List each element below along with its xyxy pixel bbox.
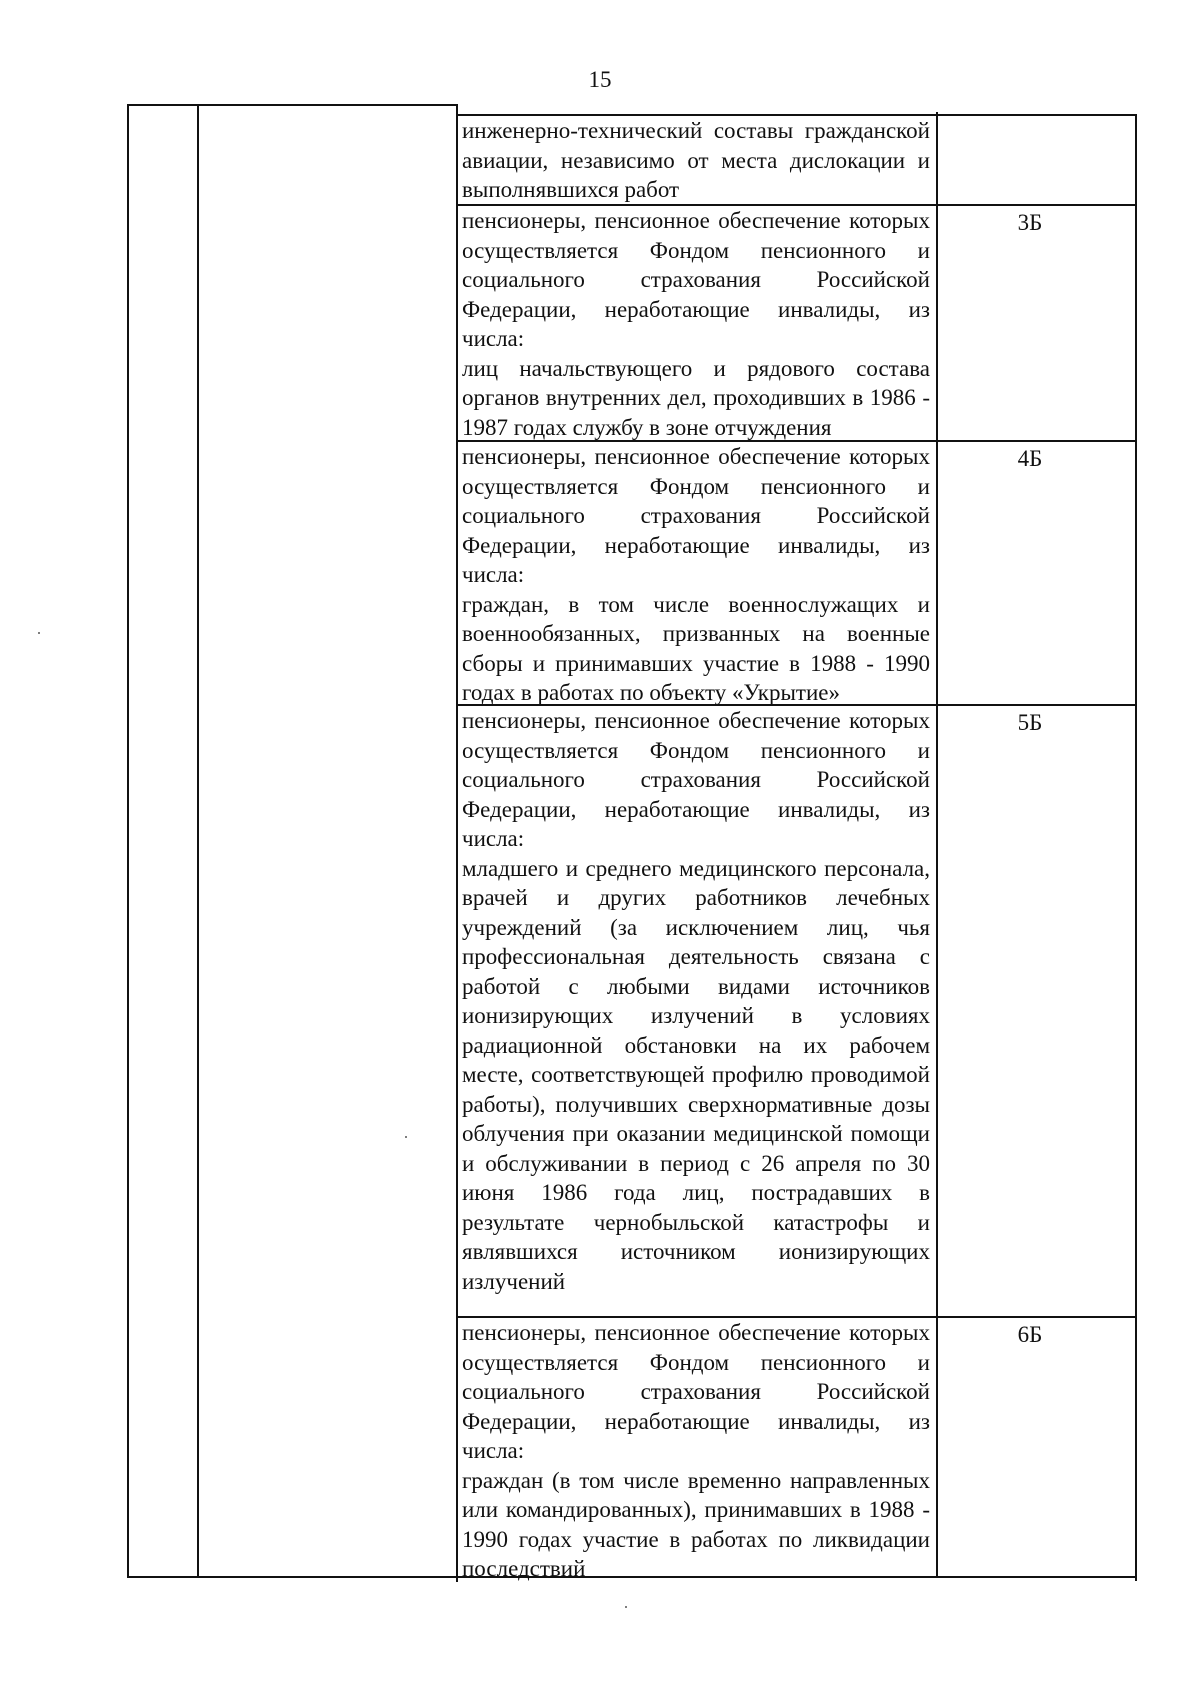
table-column-divider-3 — [936, 112, 938, 1577]
table-border-top — [127, 104, 457, 106]
table-border-left — [127, 104, 129, 1577]
row-code: 3Б — [1017, 210, 1043, 235]
row-description: младшего и среднего медицинского персонала, врачей и других работников лечебных учреждений (за исключением лиц, чья профессиональная деятельность связана с работой с любыми видами источников ионизирующих излучений в условиях радиационной обстановки на их рабочем месте, соответствующей профилю проводимой работы), получивших сверхнормативные дозы облучения при оказании медицинской помощи и обслуживании в период с 26 апреля по 30 июня 1986 года лиц, пострадавших в результате чернобыльской катастрофы и являвшихся источником ионизирующих излучений — [462, 855, 930, 1294]
row-description: пенсионеры, пенсионное обеспечение которых осуществляется Фондом пенсионного и социального страхования Российской Федерации, неработающие инвалиды, из числа: — [462, 708, 930, 851]
row-description: граждан, в том числе военнослужащих и военнообязанных, призванных на военные сборы и принимавших участие в 1988 - 1990 годах в работах по объекту «Укрытие» — [462, 591, 930, 705]
table-column-divider-1 — [197, 104, 199, 1577]
scan-speck — [38, 632, 40, 634]
page-number: 15 — [588, 67, 612, 92]
table-row — [462, 442, 930, 708]
row-code: 5Б — [1017, 710, 1043, 735]
table-row — [462, 1318, 930, 1584]
row-code: 6Б — [1017, 1322, 1043, 1347]
row-description: пенсионеры, пенсионное обеспечение которых осуществляется Фондом пенсионного и социального страхования Российской Федерации, неработающие инвалиды, из числа: — [462, 208, 930, 351]
table-row — [462, 206, 930, 442]
scan-speck — [405, 1136, 407, 1138]
table-row — [462, 116, 930, 205]
row-description: граждан (в том числе временно направленных или командированных), принимавших в 1988 - 1990 годах участие в работах по ликвидации последствий — [462, 1467, 930, 1581]
table-column-divider-2 — [456, 104, 458, 1582]
row-description: пенсионеры, пенсионное обеспечение которых осуществляется Фондом пенсионного и социального страхования Российской Федерации, неработающие инвалиды, из числа: — [462, 444, 930, 587]
row-code: 4Б — [1017, 446, 1043, 471]
scan-speck — [625, 1606, 627, 1608]
table-row — [462, 706, 930, 1296]
table-border-right — [1135, 114, 1137, 1581]
row-description: лиц начальствующего и рядового состава органов внутренних дел, проходивших в 1986 - 1987 годах службу в зоне отчуждения — [462, 355, 930, 440]
row-description: пенсионеры, пенсионное обеспечение которых осуществляется Фондом пенсионного и социального страхования Российской Федерации, неработающие инвалиды, из числа: — [462, 1320, 930, 1463]
row-description: инженерно-технический составы гражданской авиации, независимо от места дислокации и выполнявшихся работ — [462, 118, 930, 202]
